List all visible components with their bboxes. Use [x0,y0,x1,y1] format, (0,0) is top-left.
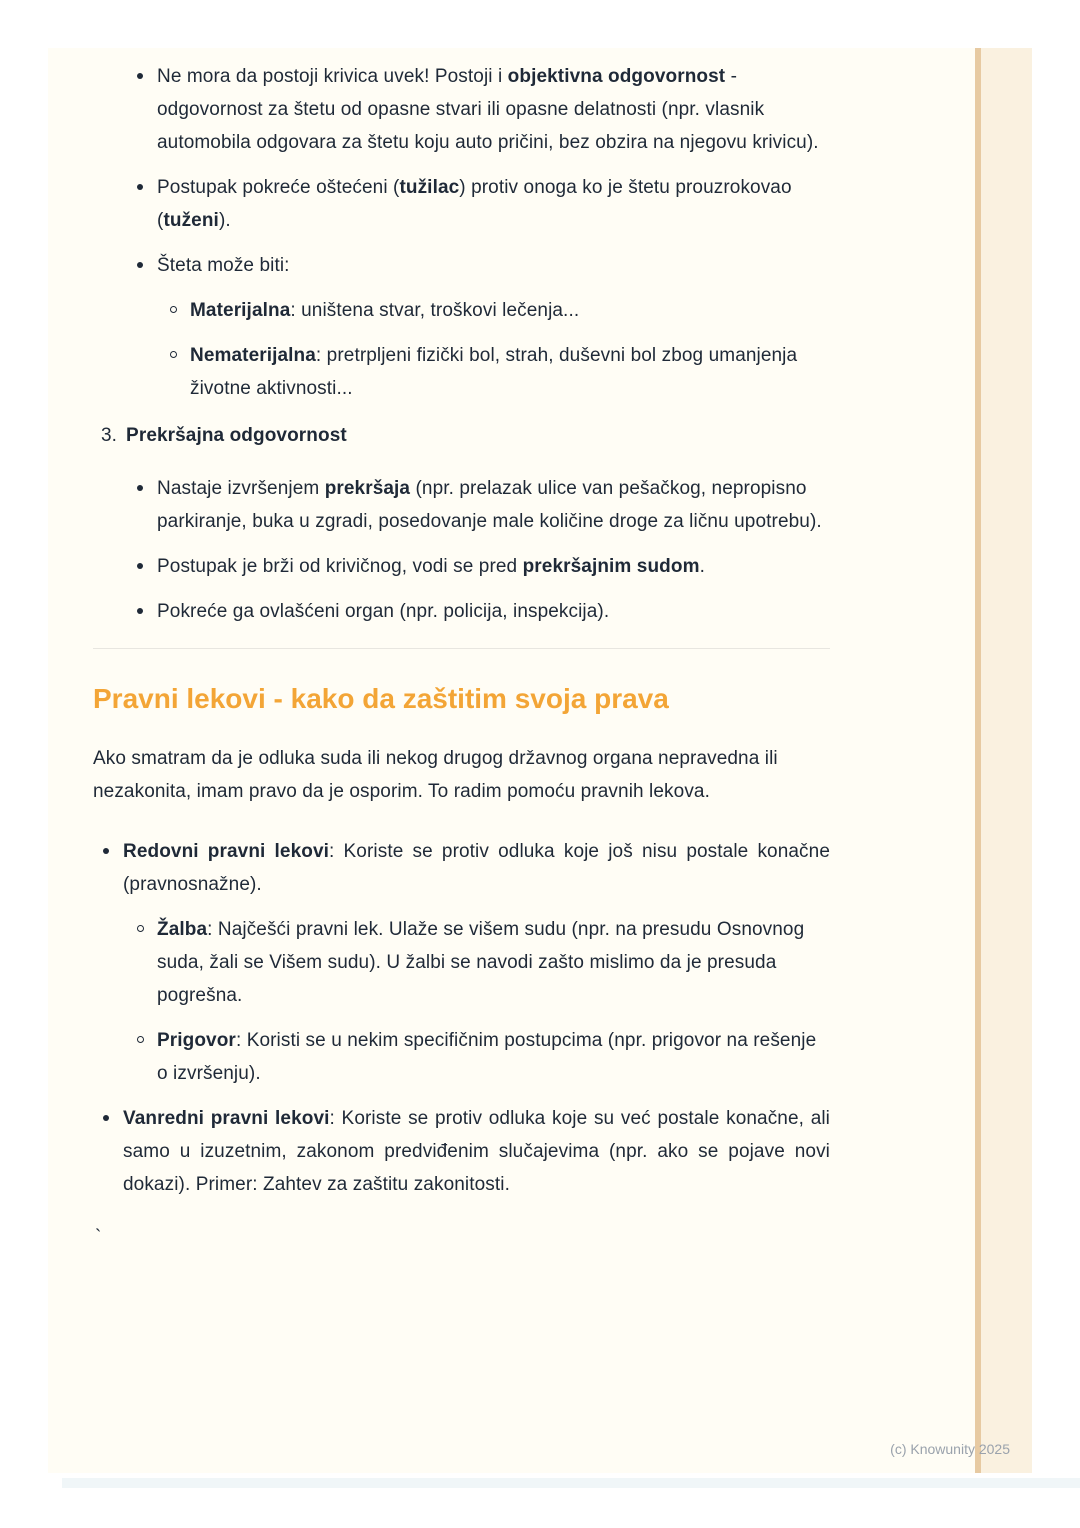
list-item [93,171,830,237]
bold-text: Nematerijalna [190,345,316,366]
list-item-text [157,478,822,532]
bullet-marker [137,262,143,268]
document-content [93,60,830,1254]
list-item [93,472,830,538]
page-bottom-shadow [62,1478,1080,1488]
list-item [93,60,830,159]
text: : Koriste se protiv odluka koje još nisu postale konačne (pravnosnažne). [123,841,830,895]
bold-text: Prekršajna odgovornost [126,425,347,446]
list-item-text [157,177,792,231]
bullet-marker [137,608,143,614]
circle-bullet-marker [137,1036,144,1043]
text: Postupak pokreće oštećeni ( [157,177,400,198]
text: . [699,556,705,577]
list-item-text [157,556,705,577]
bold-text: objektivna odgovornost [507,66,726,87]
bullet-marker [137,563,143,569]
circle-bullet-marker [170,351,177,358]
bold-text: tužilac [399,177,460,198]
text: Nastaje izvršenjem [157,478,325,499]
bold-text: prekršaja [324,478,411,499]
text: Ne mora da postoji krivica uvek! Postoji i [157,66,508,87]
list-number: 3. [101,425,118,446]
bold-text: Prigovor [157,1030,236,1051]
text: : pretrpljeni fizički bol, strah, duševni bol zbog umanjenja životne aktivnosti... [190,345,798,399]
stray-character: ` [95,1227,102,1248]
list-item [93,595,830,628]
list-item-text [157,601,609,622]
bold-text: Vanredni pravni lekovi [123,1108,330,1129]
list-item-text [157,1030,816,1084]
bold-text: Redovni pravni lekovi [123,841,330,862]
list-item-text [190,345,797,399]
list-item-text [157,66,819,153]
list-item [93,249,830,282]
sub-list-item [93,339,830,405]
paragraph [93,742,830,808]
bullet-marker [137,73,143,79]
bullet-marker [103,848,109,854]
bullet-marker [137,485,143,491]
section-heading: Pravni lekovi - kako da zaštitim svoja prava [93,683,669,714]
list-item-text [190,300,579,321]
text: : Najčešći pravni lek. Ulaže se višem sudu (npr. na presudu Osnovnog suda, žali se Višem sudu). U žalbi se navodi zašto mislimo da je presuda pogrešna. [157,919,805,1006]
sub-list-item [93,913,830,1012]
list-item [93,550,830,583]
text: Šteta može biti: [157,255,290,276]
list-item-text [123,841,830,895]
text: Ako smatram da je odluka suda ili nekog drugog državnog organa nepravedna ili nezakonita, imam pravo da je osporim. To radim pomoću pravnih lekova. [93,748,778,802]
text: ) protiv onoga ko je štetu prouzrokovao ( [157,177,792,231]
list-item-text [157,255,290,276]
list-item [93,1102,830,1201]
text: : Koristi se u nekim specifičnim postupcima (npr. prigovor na rešenje o izvršenju). [157,1030,817,1084]
document-page [48,48,1032,1473]
text: : Koriste se protiv odluka koje su već postale konačne, ali samo u izuzetnim, zakonom predviđenim slučajevima (npr. ako se pojave novi dokazi). Primer: Zahtev za zaštitu zakonitosti. [123,1108,831,1195]
bold-text: prekršajnim sudom [522,556,700,577]
text: ). [218,210,231,231]
list-item-text [157,919,804,1006]
text: : uništena stvar, troškovi lečenja... [290,300,580,321]
text: (npr. prelazak ulice van pešačkog, nepropisno parkiranje, buka u zgradi, posedovanje male količine droge za ličnu upotrebu). [157,478,822,532]
circle-bullet-marker [137,925,144,932]
numbered-item [93,419,830,452]
text: Postupak je brži od krivičnog, vodi se pred [157,556,523,577]
sub-list-item [93,1024,830,1090]
text: Pokreće ga ovlašćeni organ (npr. policija, inspekcija). [157,601,610,622]
sub-list-item [93,294,830,327]
bold-text: Žalba [157,919,208,940]
circle-bullet-marker [170,306,177,313]
page-edge-stripe [981,48,1032,1473]
list-item-text [123,1108,830,1195]
watermark: (c) Knowunity 2025 [890,1441,1010,1457]
section-divider [93,648,830,649]
bullet-marker [137,184,143,190]
bullet-marker [103,1115,109,1121]
list-item [93,835,830,901]
text: - odgovornost za štetu od opasne stvari ili opasne delatnosti (npr. vlasnik automobila odgovara za štetu koju auto pričini, bez obzira na njegovu krivicu). [157,66,819,153]
bold-text: tuženi [163,210,219,231]
bold-text: Materijalna [190,300,291,321]
